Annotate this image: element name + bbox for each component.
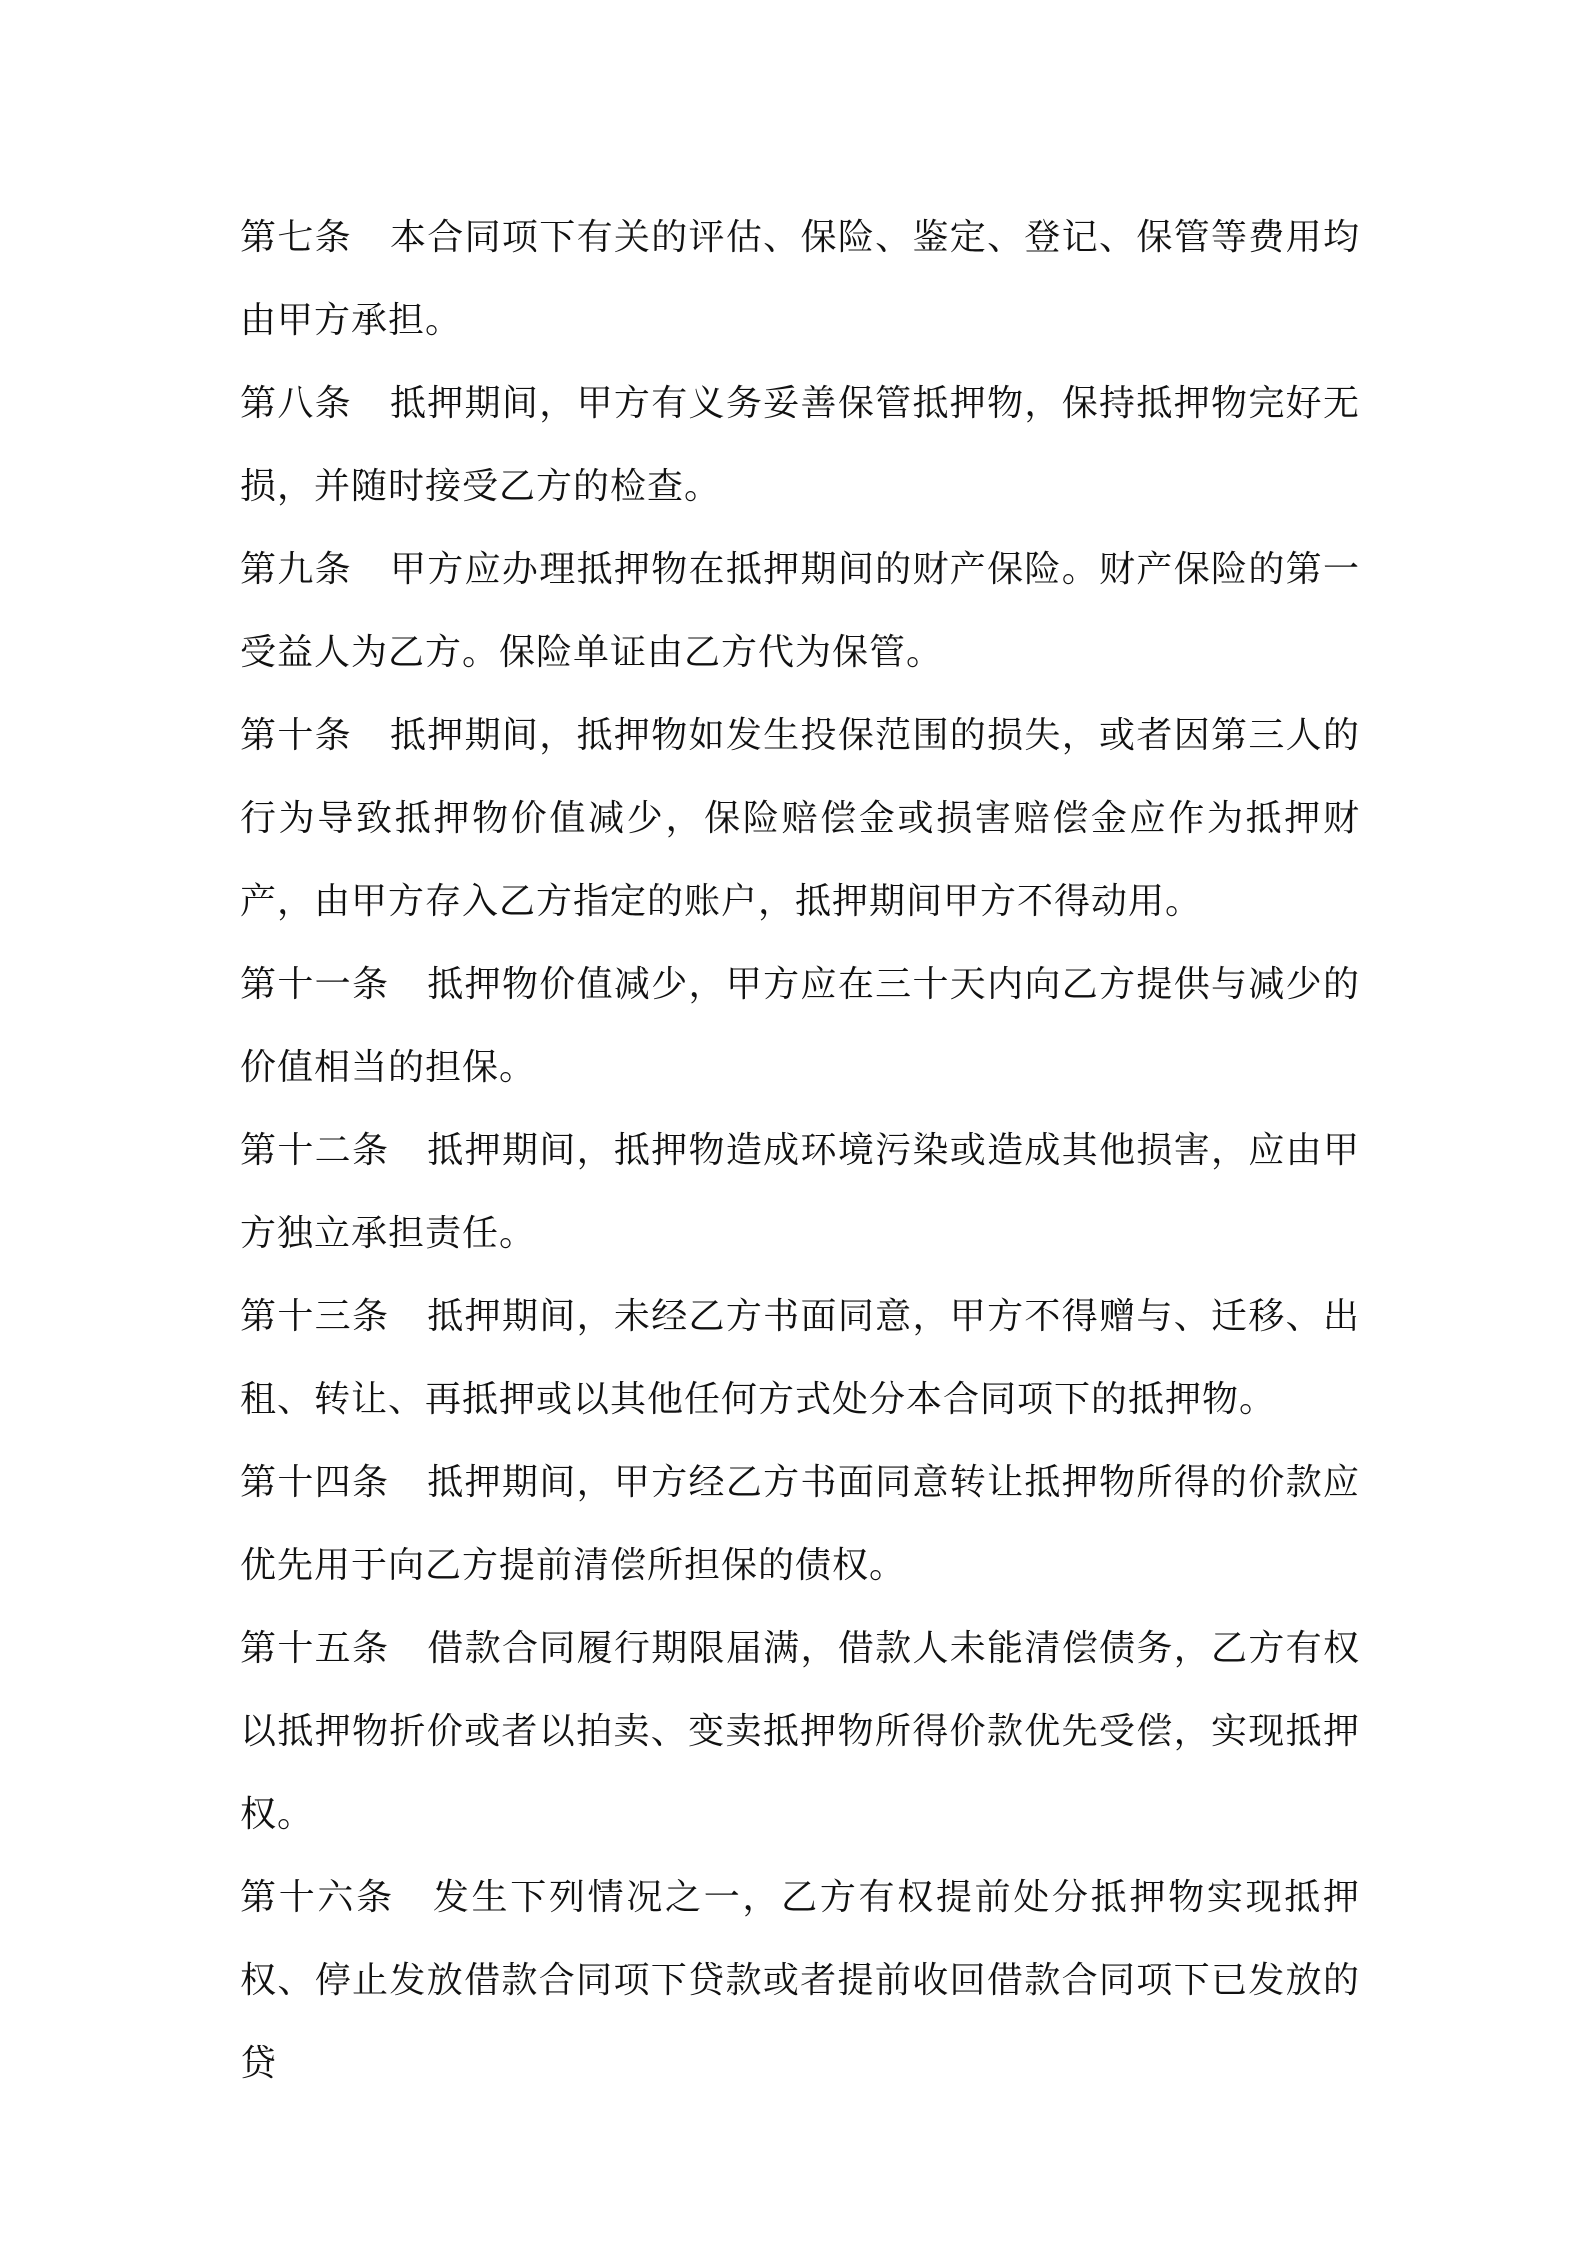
article-text: 抵押期间，未经乙方书面同意，甲方不得赠与、迁移、出租、转让、再抵押或以其他任何方式处分本合同项下的抵押物。 xyxy=(240,1296,1360,1420)
article-16 xyxy=(240,1856,1360,2105)
article-number: 第十五条 xyxy=(240,1628,390,1669)
article-number: 第八条 xyxy=(240,383,352,424)
article-10 xyxy=(240,694,1360,943)
article-number: 第十一条 xyxy=(240,964,390,1005)
article-text: 抵押物价值减少，甲方应在三十天内向乙方提供与减少的价值相当的担保。 xyxy=(240,964,1360,1088)
article-13 xyxy=(240,1275,1360,1441)
article-text: 抵押期间，甲方有义务妥善保管抵押物，保持抵押物完好无损，并随时接受乙方的检查。 xyxy=(240,383,1360,507)
article-text: 借款合同履行期限届满，借款人未能清偿债务，乙方有权以抵押物折价或者以拍卖、变卖抵押物所得价款优先受偿，实现抵押权。 xyxy=(240,1628,1360,1835)
document-body xyxy=(240,196,1360,2105)
article-number: 第十三条 xyxy=(240,1296,390,1337)
article-7 xyxy=(240,196,1360,362)
article-11 xyxy=(240,943,1360,1109)
article-number: 第十二条 xyxy=(240,1130,390,1171)
article-15 xyxy=(240,1607,1360,1856)
article-14 xyxy=(240,1441,1360,1607)
article-12 xyxy=(240,1109,1360,1275)
article-number: 第七条 xyxy=(240,217,352,258)
article-text: 抵押期间，抵押物如发生投保范围的损失，或者因第三人的行为导致抵押物价值减少，保险赔偿金或损害赔偿金应作为抵押财产，由甲方存入乙方指定的账户，抵押期间甲方不得动用。 xyxy=(240,715,1360,922)
article-number: 第十条 xyxy=(240,715,352,756)
article-number: 第九条 xyxy=(240,549,352,590)
article-text: 抵押期间，甲方经乙方书面同意转让抵押物所得的价款应优先用于向乙方提前清偿所担保的债权。 xyxy=(240,1462,1360,1586)
article-number: 第十六条 xyxy=(240,1877,395,1918)
article-text: 甲方应办理抵押物在抵押期间的财产保险。财产保险的第一受益人为乙方。保险单证由乙方代为保管。 xyxy=(240,549,1360,673)
article-9 xyxy=(240,528,1360,694)
article-text: 本合同项下有关的评估、保险、鉴定、登记、保管等费用均由甲方承担。 xyxy=(240,217,1360,341)
article-number: 第十四条 xyxy=(240,1462,390,1503)
article-text: 发生下列情况之一，乙方有权提前处分抵押物实现抵押权、停止发放借款合同项下贷款或者提前收回借款合同项下已发放的贷 xyxy=(240,1877,1360,2084)
article-8 xyxy=(240,362,1360,528)
article-text: 抵押期间，抵押物造成环境污染或造成其他损害，应由甲方独立承担责任。 xyxy=(240,1130,1360,1254)
